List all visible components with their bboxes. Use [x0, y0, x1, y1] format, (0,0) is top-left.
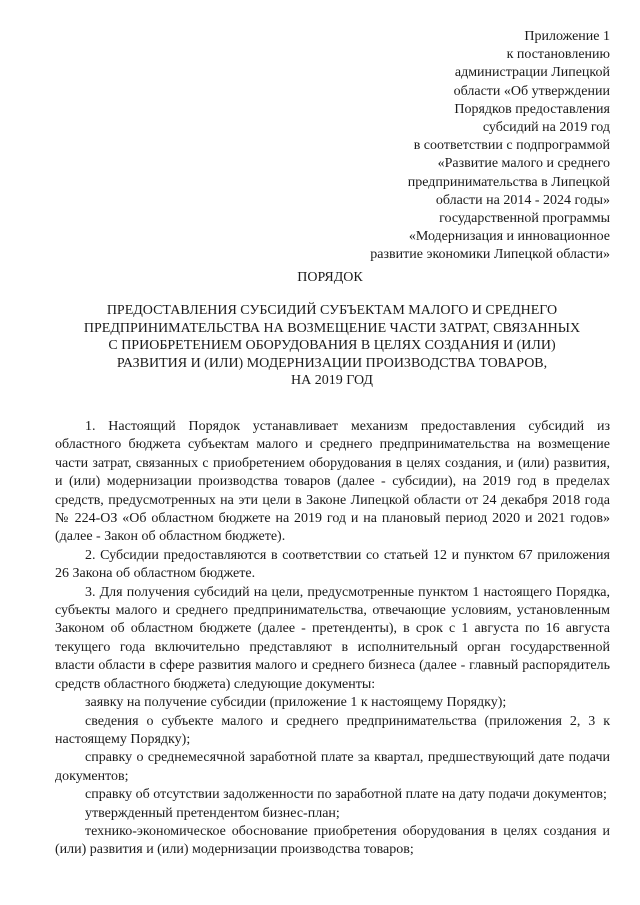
appendix-line: «Развитие малого и среднего [437, 156, 610, 172]
document-body [55, 418, 610, 860]
subtitle-line: С ПРИОБРЕТЕНИЕМ ОБОРУДОВАНИЯ В ЦЕЛЯХ СОЗДАНИЯ И (ИЛИ) [108, 338, 556, 353]
document-subtitle [62, 302, 602, 390]
appendix-line: развитие экономики Липецкой области» [370, 247, 610, 263]
appendix-line: предпринимательства в Липецкой [407, 174, 610, 190]
list-item-info: сведения о субъекте малого и среднего предпринимательства (приложения 2, 3 к настоящему Порядку); [55, 713, 610, 747]
subtitle-line: ПРЕДПРИНИМАТЕЛЬСТВА НА ВОЗМЕЩЕНИЕ ЧАСТИ ЗАТРАТ, СВЯЗАННЫХ [83, 320, 581, 336]
paragraph-3: 3. Для получения субсидий на цели, предусмотренные пунктом 1 настоящего Порядка, субъекты малого и среднего предпринимательства, отвечающие условиям, установленным Законом об областном бюджете (далее - претенденты), в срок с 1 августа по 16 августа текущего года включительно представляют в исполнительный орган государственной власти области в сфере развития малого и среднего бизнеса (далее - главный распорядитель средств областного бюджета) следующие документы: [55, 584, 610, 692]
appendix-line: администрации Липецкой [454, 65, 610, 81]
appendix-line: государственной программы [439, 211, 610, 227]
list-item-application: заявку на получение субсидии (приложение 1 к настоящему Порядку); [85, 695, 507, 711]
appendix-line: к постановлению [506, 47, 610, 63]
subtitle-line: НА 2019 ГОД [291, 373, 373, 388]
paragraph-2: 2. Субсидии предоставляются в соответствии со статьей 12 и пунктом 67 приложения 26 Закона об областном бюджете. [55, 547, 610, 582]
list-item-business-plan: утвержденный претендентом бизнес-план; [85, 805, 340, 821]
appendix-line: субсидий на 2019 год [482, 120, 610, 136]
appendix-line: в соответствии с подпрограммой [413, 138, 610, 154]
paragraph-1: 1. Настоящий Порядок устанавливает механизм предоставления субсидий из областного бюджета субъектам малого и среднего предпринимательства на возмещение части затрат, связанных с приобретением оборудования в целях создания, и (или) развития, и (или) модернизации производства товаров (далее - субсидии), на 2019 год в пределах средств, предусмотренных на эти цели в Законе Липецкой области от 24 декабря 2018 года № 224-ОЗ «Об областном бюджете на 2019 год и на плановый период 2020 и 2021 годов» (далее - Закон об областном бюджете). [55, 419, 610, 545]
appendix-line: области «Об утверждении [453, 83, 610, 99]
appendix-block [310, 28, 610, 265]
appendix-line: Приложение 1 [524, 29, 610, 44]
list-item-no-debt-certificate: справку об отсутствии задолженности по заработной плате на дату подачи документов; [85, 787, 607, 803]
appendix-line: Порядков предоставления [454, 101, 610, 117]
subtitle-line: РАЗВИТИЯ И (ИЛИ) МОДЕРНИЗАЦИИ ПРОИЗВОДСТВА ТОВАРОВ, [116, 355, 548, 371]
appendix-line: области на 2014 - 2024 годы» [435, 192, 610, 208]
subtitle-line: ПРЕДОСТАВЛЕНИЯ СУБСИДИЙ СУБЪЕКТАМ МАЛОГО И СРЕДНЕГО [106, 303, 558, 318]
list-item-salary-certificate: справку о среднемесячной заработной плате за квартал, предшествующий дате подачи документов; [55, 750, 610, 784]
appendix-line: «Модернизация и инновационное [408, 229, 610, 245]
document-title: ПОРЯДОК [297, 270, 363, 285]
list-item-feasibility-study: технико-экономическое обоснование приобретения оборудования в целях создания и (или) развития и (или) модернизации производства товаров; [55, 823, 610, 858]
